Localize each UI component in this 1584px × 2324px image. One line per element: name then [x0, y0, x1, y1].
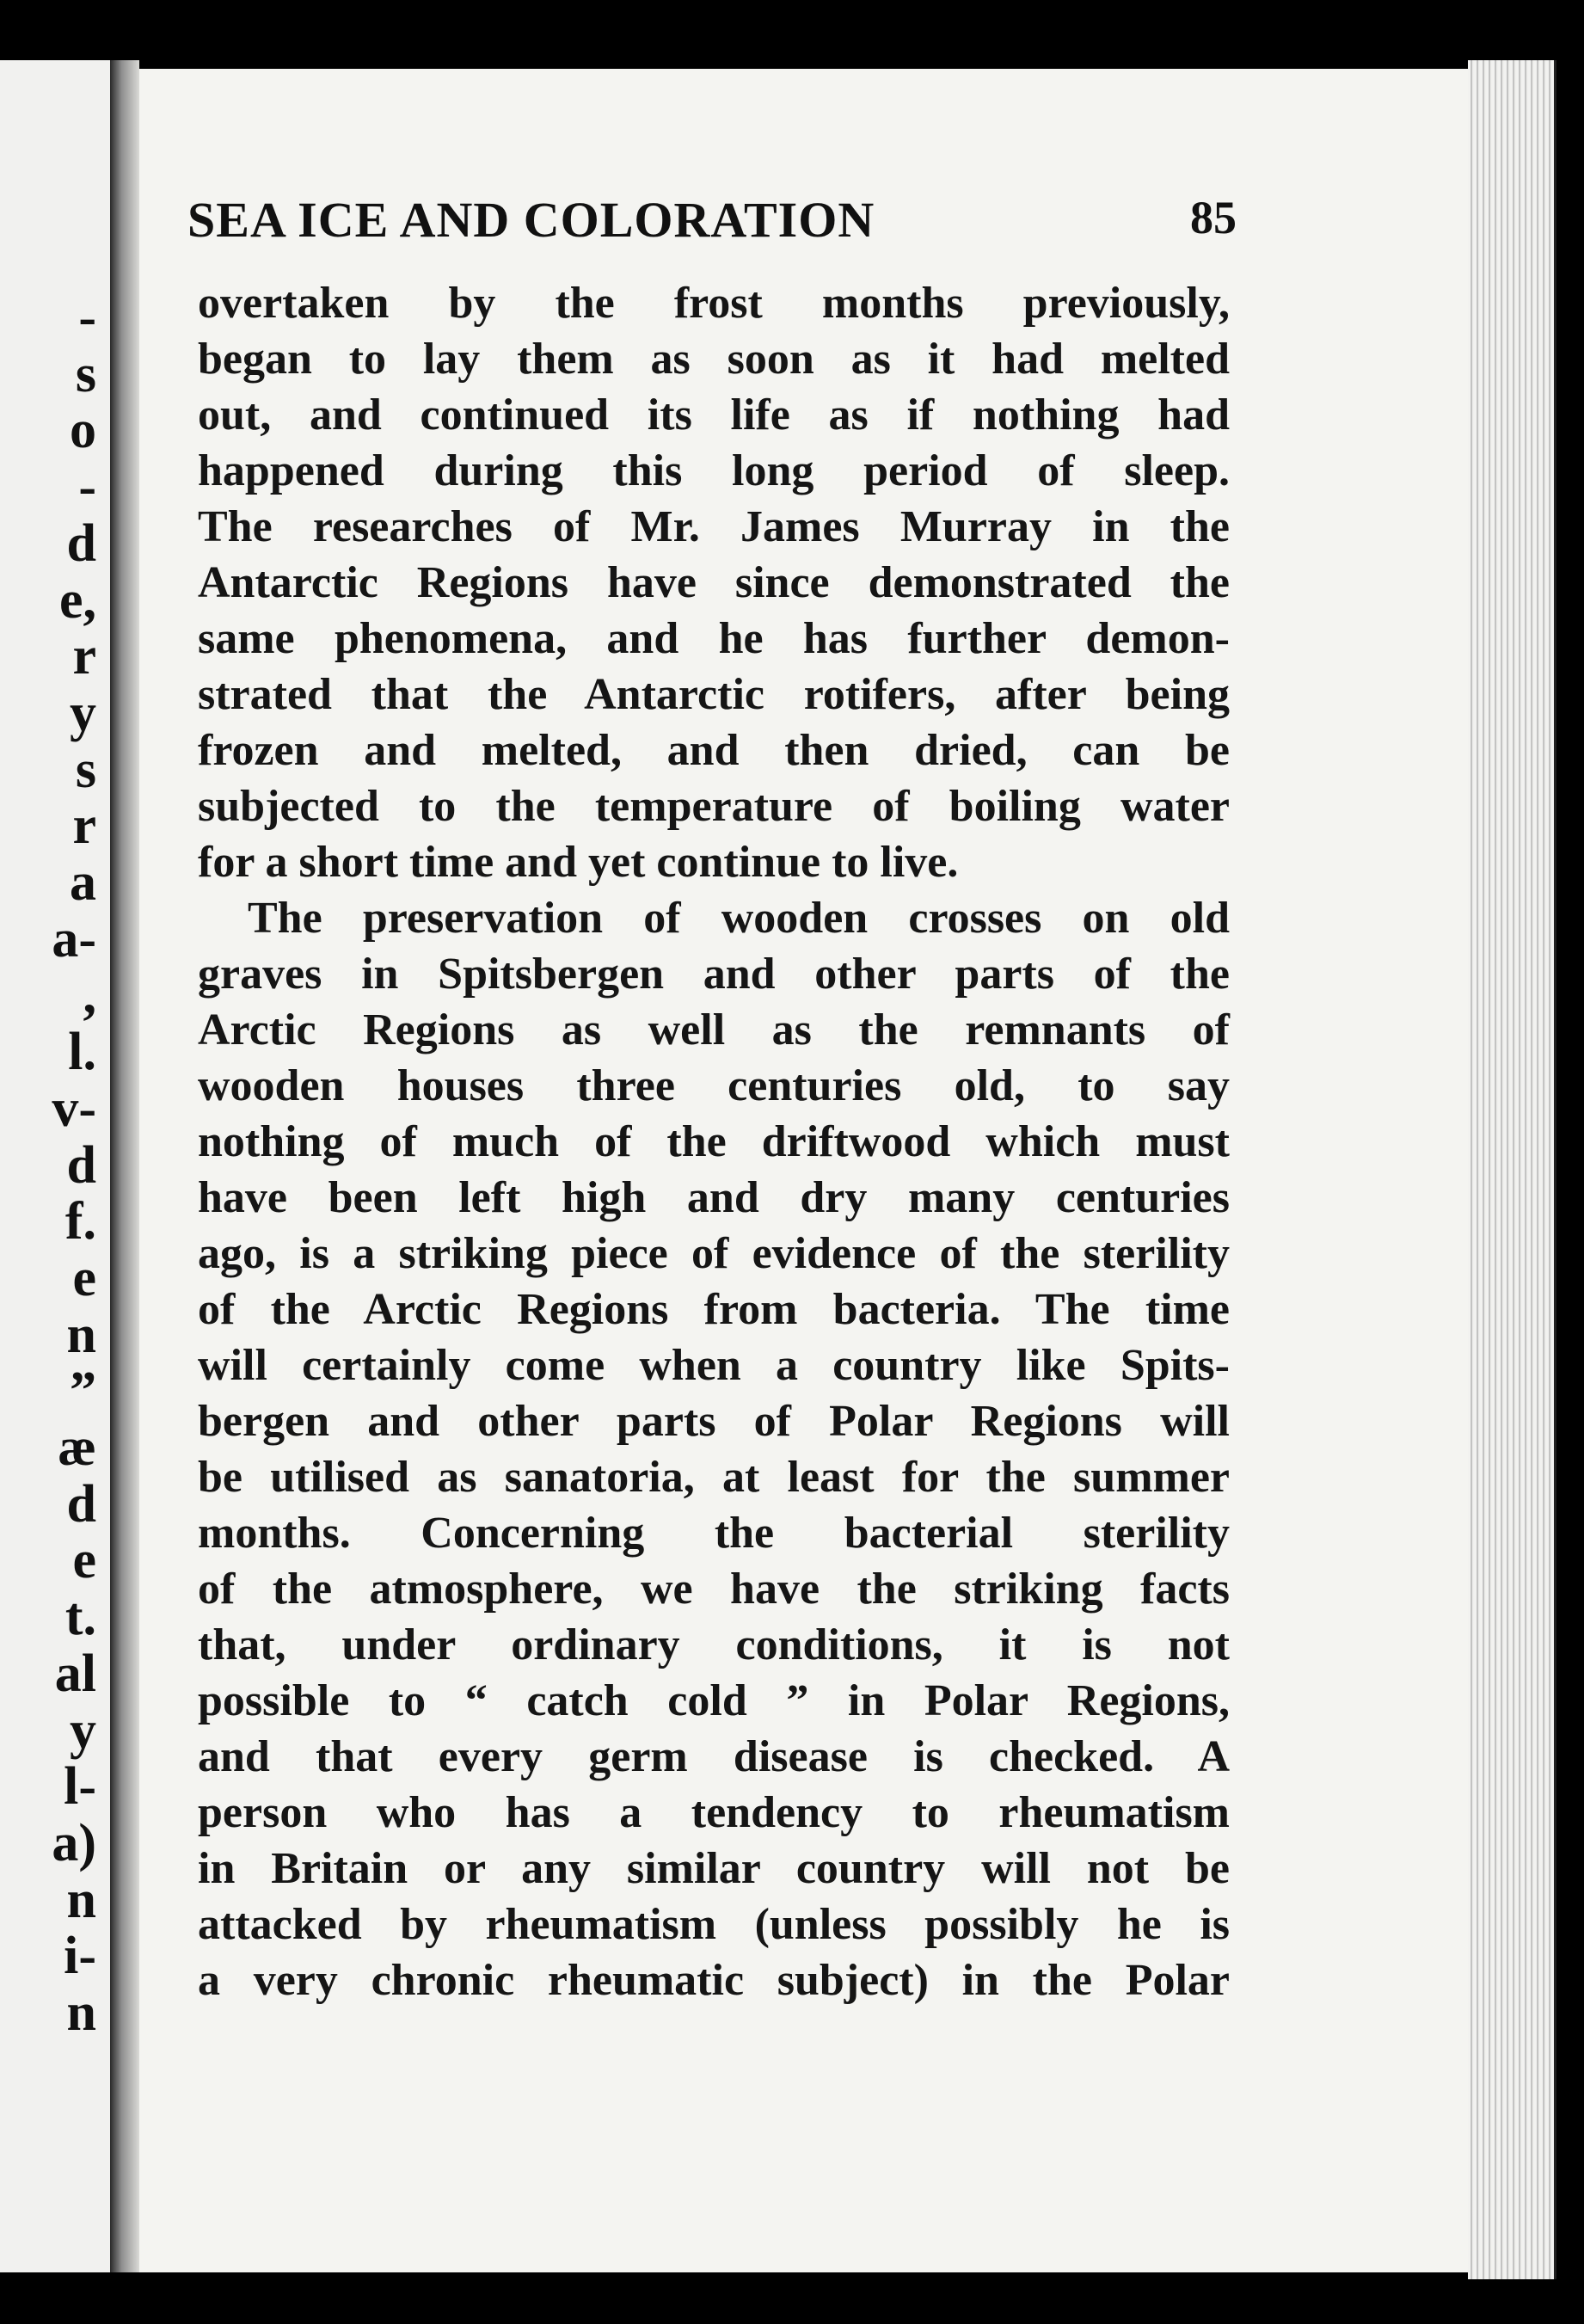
previous-page-line-fragment: i-	[64, 1927, 96, 1986]
previous-page-line-fragment: y	[70, 1700, 96, 1760]
page-number: 85	[1190, 192, 1237, 243]
previous-page-line-fragment: r	[72, 796, 96, 856]
text-line: of the atmosphere, we have the striking facts	[198, 1565, 1230, 1614]
text-line: of the Arctic Regions from bacteria. The time	[198, 1285, 1230, 1334]
body-text	[198, 275, 1230, 2008]
text-line: bergen and other parts of Polar Regions will	[198, 1397, 1230, 1446]
previous-page-line-fragment: t.	[64, 1588, 96, 1647]
text-line: be utilised as sanatoria, at least for the summer	[198, 1453, 1230, 1502]
text-line: began to lay them as soon as it had melted	[198, 335, 1230, 384]
text-line: frozen and melted, and then dried, can be	[198, 726, 1230, 775]
text-line: ago, is a striking piece of evidence of the sterility	[198, 1229, 1230, 1278]
previous-page-line-fragment: ,	[83, 966, 96, 1025]
text-line: graves in Spitsbergen and other parts of the	[198, 950, 1230, 999]
previous-page-line-fragment: s	[75, 344, 96, 403]
text-line: in Britain or any similar country will not be	[198, 1844, 1230, 1893]
previous-page-line-fragment: d	[66, 1474, 96, 1534]
previous-page-line-fragment: al	[54, 1644, 96, 1703]
previous-page-line-fragment: f.	[64, 1192, 96, 1251]
text-line: strated that the Antarctic rotifers, after being	[198, 670, 1230, 719]
previous-page-line-fragment: o	[70, 401, 96, 460]
text-line: subjected to the temperature of boiling water	[198, 782, 1230, 831]
previous-page-line-fragment: y	[70, 683, 96, 742]
text-line: out, and continued its life as if nothing had	[198, 390, 1230, 440]
previous-page-line-fragment: e,	[58, 570, 96, 630]
text-line: person who has a tendency to rheumatism	[198, 1788, 1230, 1837]
previous-page-line-fragment: e	[72, 1531, 96, 1590]
previous-page-line-fragment: d	[66, 513, 96, 573]
previous-page-line-fragment: n	[66, 1870, 96, 1929]
previous-page-line-fragment: n	[66, 1305, 96, 1364]
previous-page-line-fragment: æ	[58, 1418, 96, 1477]
text-line: have been left high and dry many centuries	[198, 1173, 1230, 1222]
text-line: and that every germ disease is checked. A	[198, 1732, 1230, 1781]
previous-page-line-fragment: -	[78, 458, 96, 517]
previous-page-line-fragment: -	[78, 288, 96, 347]
text-line: months. Concerning the bacterial sterility	[198, 1509, 1230, 1558]
text-line: that, under ordinary conditions, it is not	[198, 1620, 1230, 1669]
text-line: a very chronic rheumatic subject) in the Polar	[198, 1956, 1230, 2005]
previous-page-line-fragment: r	[72, 627, 96, 686]
previous-page-line-fragment: e	[72, 1248, 96, 1307]
text-line: Arctic Regions as well as the remnants of	[198, 1005, 1230, 1054]
text-line: wooden houses three centuries old, to say	[198, 1061, 1230, 1110]
text-line: same phenomena, and he has further demon-	[198, 614, 1230, 663]
text-line: for a short time and yet continue to live.	[198, 838, 959, 887]
text-line: The preservation of wooden crosses on old	[248, 894, 1230, 943]
page-header	[187, 129, 1237, 248]
text-line: nothing of much of the driftwood which must	[198, 1117, 1230, 1166]
paragraph-2	[198, 890, 1230, 2008]
paragraph-1	[198, 275, 1230, 890]
text-line: attacked by rheumatism (unless possibly he is	[198, 1900, 1230, 1949]
previous-page-line-fragment: ”	[70, 1362, 96, 1421]
previous-page-line-fragment: l-	[64, 1757, 96, 1817]
text-line: happened during this long period of sleep.	[198, 446, 1230, 495]
text-line: overtaken by the frost months previously,	[198, 279, 1230, 328]
previous-page-line-fragment: v-	[52, 1079, 96, 1138]
previous-page-line-fragment: s	[75, 740, 96, 799]
previous-page-edge	[0, 60, 115, 2272]
text-line: will certainly come when a country like Spits-	[198, 1341, 1230, 1390]
text-line: possible to “ catch cold ” in Polar Regions,	[198, 1676, 1230, 1725]
page-stack-edge	[1468, 60, 1556, 2279]
running-head: SEA ICE AND COLORATION	[187, 192, 875, 248]
previous-page-line-fragment: a-	[52, 909, 96, 968]
text-line: The researches of Mr. James Murray in the	[198, 502, 1230, 551]
previous-page-line-fragment: a)	[52, 1813, 96, 1872]
previous-page-line-fragment: d	[66, 1135, 96, 1195]
previous-page-line-fragment: n	[66, 1983, 96, 2042]
text-line: Antarctic Regions have since demonstrated the	[198, 558, 1230, 607]
previous-page-line-fragment: l.	[68, 1023, 96, 1082]
previous-page-line-fragment: a	[70, 853, 96, 912]
book-gutter	[110, 60, 139, 2272]
